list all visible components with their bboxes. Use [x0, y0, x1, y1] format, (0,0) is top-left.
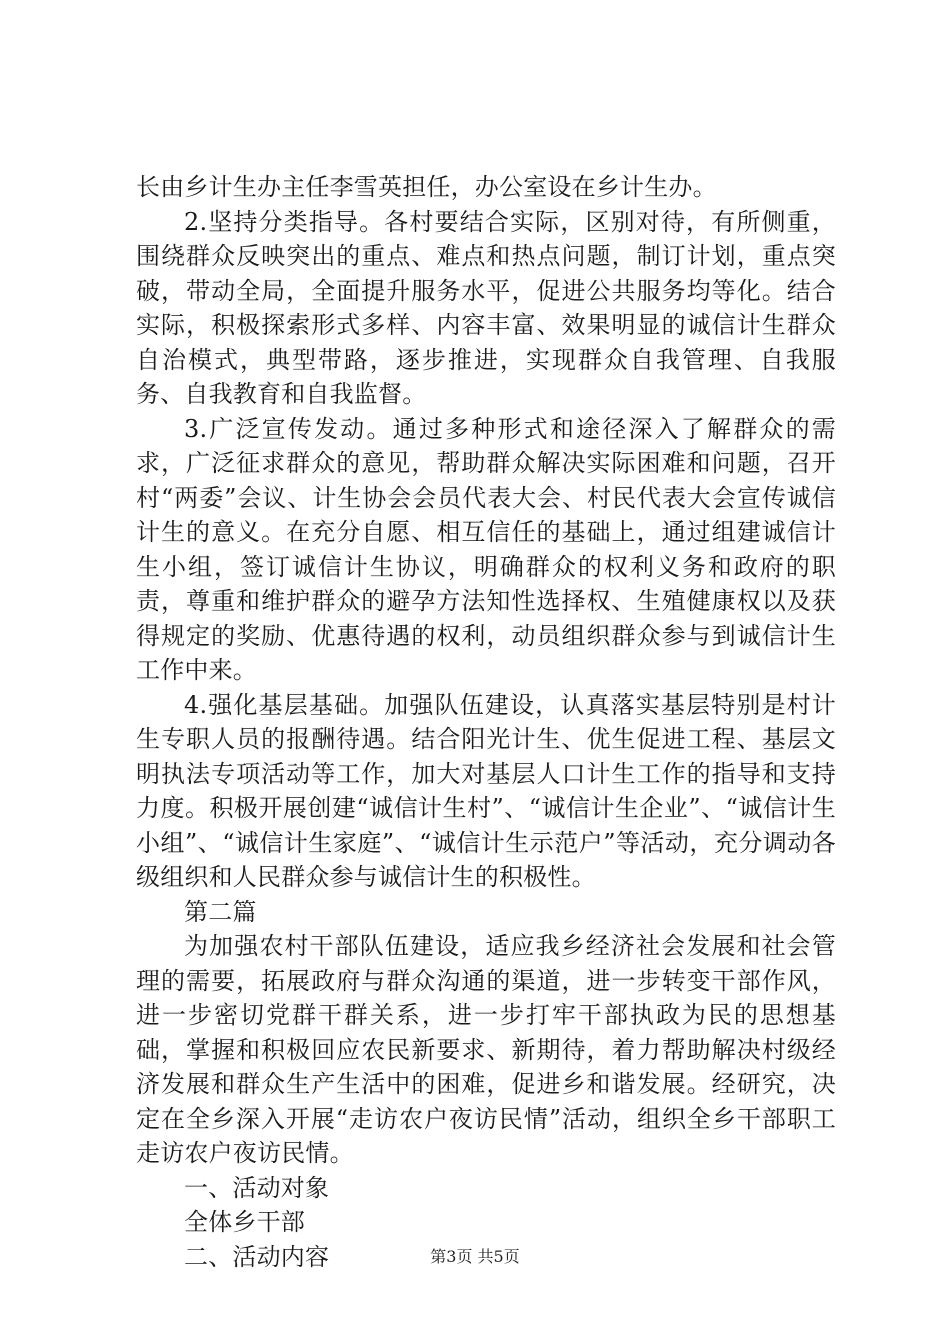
paragraph-item-3: 3.广泛宣传发动。通过多种形式和途径深入了解群众的需求，广泛征求群众的意见，帮助群众解决实际困难和问题，召开村“两委”会议、计生协会会员代表大会、村民代表大会宣传诚信计生的意义。在充分自愿、相互信任的基础上，通过组建诚信计生小组，签订诚信计生协议，明确群众的权利义务和政府的职责，尊重和维护群众的避孕方法知性选择权、生殖健康权以及获得规定的奖励、优惠待遇的权利，动员组织群众参与到诚信计生工作中来。 — [136, 414, 836, 684]
subheading-activity-target: 一、活动对象 — [184, 1173, 330, 1202]
paragraph-item-4: 4.强化基层基础。加强队伍建设，认真落实基层特别是村计生专职人员的报酬待遇。结合阳光计生、优生促进工程、基层文明执法专项活动等工作，加大对基层人口计生工作的指导和支持力度。积极开展创建“诚信计生村”、“诚信计生企业”、“诚信计生小组”、“诚信计生家庭”、“诚信计生示范户”等活动，充分调动各级组织和人民群众参与诚信计生的积极性。 — [136, 690, 836, 891]
paragraph-item-2: 2.坚持分类指导。各村要结合实际，区别对待，有所侧重，围绕群众反映突出的重点、难点和热点问题，制订计划，重点突破，带动全局，全面提升服务水平，促进公共服务均等化。结合实际，积极探索形式多样、内容丰富、效果明显的诚信计生群众自治模式，典型带路，逐步推进，实现群众自我管理、自我服务、自我教育和自我监督。 — [136, 207, 836, 408]
paragraph-activity-target: 全体乡干部 — [184, 1208, 305, 1236]
paragraph-intro: 为加强农村干部队伍建设，适应我乡经济社会发展和社会管理的需要，拓展政府与群众沟通的渠道，进一步转变干部作风，进一步密切党群干群关系，进一步打牢干部执政为民的思想基础，掌握和积极回应农民新要求、新期待，着力帮助解决村级经济发展和群众生产生活中的困难，促进乡和谐发展。经研究，决定在全乡深入开展“走访农户夜访民情”活动，组织全乡干部职工走访农户夜访民情。 — [136, 932, 836, 1167]
document-body — [136, 170, 836, 1274]
page-number-footer: 第3页 共5页 — [430, 1247, 520, 1266]
subheading-activity-content: 二、活动内容 — [184, 1242, 330, 1271]
section-heading: 第二篇 — [184, 897, 257, 926]
paragraph-continuation: 长由乡计生办主任李雪英担任，办公室设在乡计生办。 — [136, 173, 717, 201]
